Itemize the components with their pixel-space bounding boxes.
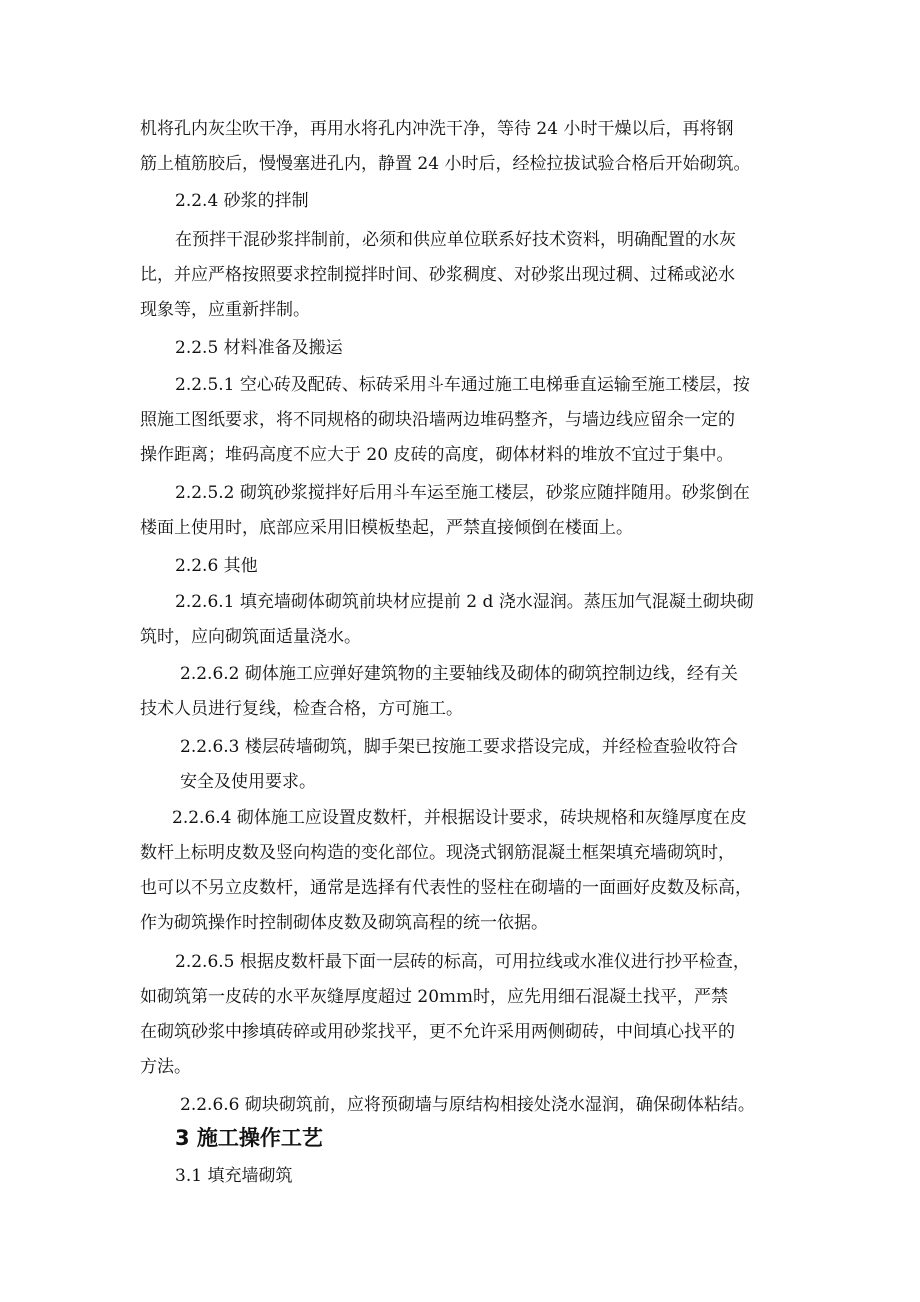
section-heading-3: 3 施工操作工艺 — [175, 1126, 323, 1150]
paragraph-line: 照施工图纸要求，将不同规格的砌块沿墙两边堆码整齐，与墙边线应留余一定的 — [140, 410, 735, 430]
paragraph-line: 2.2.6.4 砌体施工应设置皮数杆，并根据设计要求，砖块规格和灰缝厚度在皮 — [172, 808, 747, 828]
paragraph-line: 2.2.5.2 砌筑砂浆搅拌好后用斗车运至施工楼层，砂浆应随拌随用。砂浆倒在 — [175, 483, 750, 503]
paragraph-line: 比，并应严格按照要求控制搅拌时间、砂浆稠度、对砂浆出现过稠、过稀或泌水 — [140, 265, 735, 285]
paragraph-line: 现象等，应重新拌制。 — [140, 300, 310, 320]
paragraph-line: 2.2.6.3 楼层砖墙砌筑，脚手架已按施工要求搭设完成，并经检查验收符合 — [180, 737, 738, 757]
paragraph-line: 方法。 — [140, 1057, 191, 1077]
paragraph-line: 机将孔内灰尘吹干净，再用水将孔内冲洗干净，等待 24 小时干燥以后，再将钢 — [140, 119, 734, 139]
paragraph-line: 在砌筑砂浆中掺填砖碎或用砂浆找平，更不允许采用两侧砌砖，中间填心找平的 — [140, 1022, 735, 1042]
paragraph-line: 安全及使用要求。 — [180, 772, 316, 792]
section-heading-2-2-6: 2.2.6 其他 — [175, 556, 258, 576]
paragraph-line: 如砌筑第一皮砖的水平灰缝厚度超过 20ｍｍ时，应先用细石混凝土找平，严禁 — [140, 987, 729, 1007]
section-heading-2-2-4: 2.2.4 砂浆的拌制 — [175, 191, 309, 211]
subsection-heading-3-1: 3.1 填充墙砌筑 — [175, 1166, 293, 1186]
paragraph-line: 在预拌干混砂浆拌制前，必须和供应单位联系好技术资料，明确配置的水灰 — [175, 230, 736, 250]
paragraph-line: 2.2.6.2 砌体施工应弹好建筑物的主要轴线及砌体的砌筑控制边线，经有关 — [180, 664, 738, 684]
paragraph-line: 筑时，应向砌筑面适量浇水。 — [140, 627, 361, 647]
paragraph-line: 筋上植筋胶后，慢慢塞进孔内，静置 24 小时后，经检拉拔试验合格后开始砌筑。 — [140, 154, 751, 174]
paragraph-line: 楼面上使用时，底部应采用旧模板垫起，严禁直接倾倒在楼面上。 — [140, 518, 633, 538]
paragraph-line: 作为砌筑操作时控制砌体皮数及砌筑高程的统一依据。 — [140, 913, 548, 933]
paragraph-line: 也可以不另立皮数杆，通常是选择有代表性的竖柱在砌墙的一面画好皮数及标高， — [140, 878, 752, 898]
section-heading-2-2-5: 2.2.5 材料准备及搬运 — [175, 338, 343, 358]
paragraph-line: 2.2.6.5 根据皮数杆最下面一层砖的标高，可用拉线或水准仪进行抄平检查， — [175, 952, 750, 972]
paragraph-line: 操作距离；堆码高度不应大于 20 皮砖的高度，砌体材料的堆放不宜过于集中。 — [140, 445, 734, 465]
paragraph-line: 2.2.6.6 砌块砌筑前，应将预砌墙与原结构相接处浇水湿润，确保砌体粘结。 — [180, 1095, 755, 1115]
paragraph-line: 2.2.5.1 空心砖及配砖、标砖采用斗车通过施工电梯垂直运输至施工楼层，按 — [175, 375, 750, 395]
paragraph-line: 技术人员进行复线，检查合格，方可施工。 — [140, 699, 463, 719]
paragraph-line: 2.2.6.1 填充墙砌体砌筑前块材应提前 2 d 浇水湿润。蒸压加气混凝土砌块砌 — [175, 592, 754, 612]
paragraph-line: 数杆上标明皮数及竖向构造的变化部位。现浇式钢筋混凝土框架填充墙砌筑时， — [140, 843, 735, 863]
